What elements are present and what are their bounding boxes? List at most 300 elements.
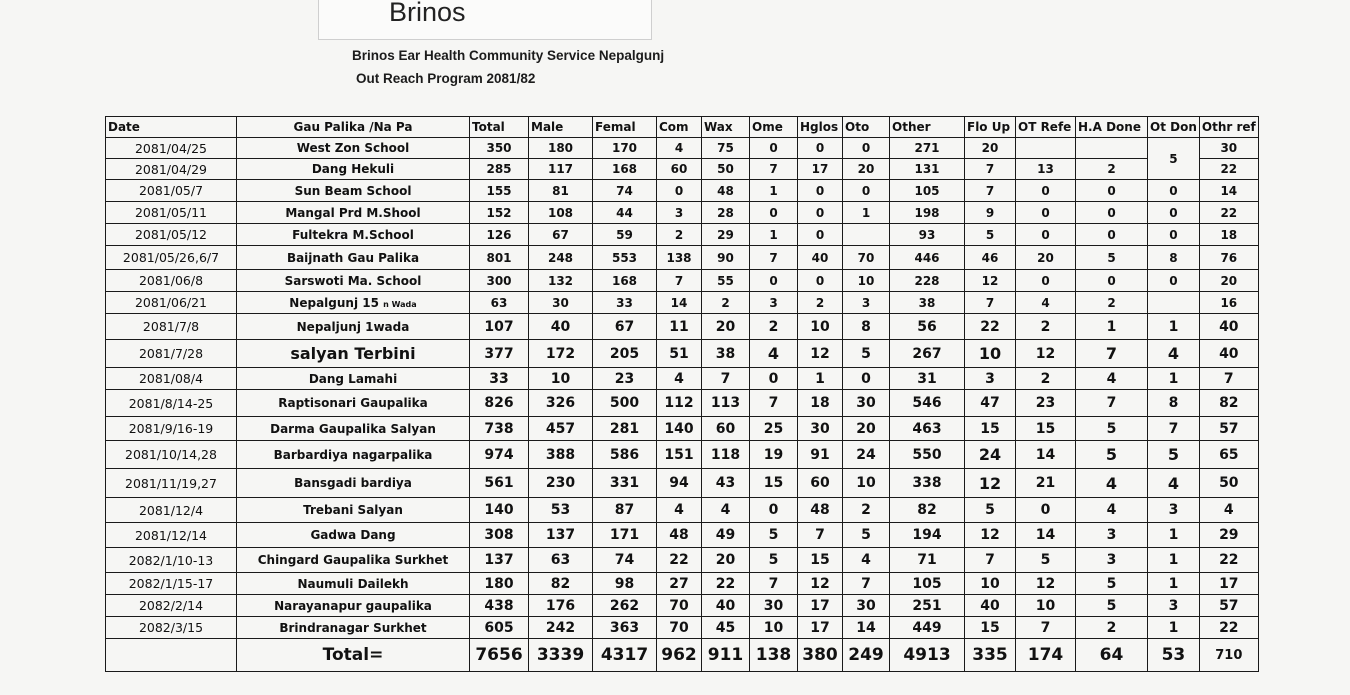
col-header-com: Com xyxy=(657,117,702,138)
cell-othrref: 22 xyxy=(1199,617,1258,639)
col-header-date: Date xyxy=(106,117,237,138)
cell-othrref: 22 xyxy=(1199,202,1258,224)
cell-ome: 30 xyxy=(750,595,798,617)
cell-ome: 19 xyxy=(750,441,798,469)
cell-hadone: 7 xyxy=(1076,340,1148,368)
cell-oto: 20 xyxy=(843,417,890,441)
cell-place: Gadwa Dang xyxy=(237,523,470,548)
table-row xyxy=(106,159,1259,180)
cell-ome: 5 xyxy=(750,548,798,573)
cell-wax: 118 xyxy=(702,441,750,469)
cell-wax: 22 xyxy=(702,573,750,595)
cell-place: Trebani Salyan xyxy=(237,498,470,523)
cell-ome: 0 xyxy=(750,498,798,523)
cell-oto: 24 xyxy=(843,441,890,469)
cell-total: 801 xyxy=(470,246,529,270)
cell-male: 82 xyxy=(529,573,593,595)
cell-wax: 113 xyxy=(702,390,750,417)
cell-oto: 10 xyxy=(843,469,890,498)
cell-male: 326 xyxy=(529,390,593,417)
cell-floup: 22 xyxy=(965,314,1016,340)
cell-hglos: 0 xyxy=(798,224,843,246)
cell-oto: 2 xyxy=(843,498,890,523)
cell-other: 82 xyxy=(890,498,965,523)
table-row xyxy=(106,498,1259,523)
cell-othrref: 65 xyxy=(1199,441,1258,469)
cell-total: 33 xyxy=(470,368,529,390)
cell-floup: 24 xyxy=(965,441,1016,469)
cell-floup: 12 xyxy=(965,270,1016,292)
cell-otdone: 1 xyxy=(1148,368,1200,390)
cell-total: 285 xyxy=(470,159,529,180)
cell-wax: 7 xyxy=(702,368,750,390)
cell-othrref: 57 xyxy=(1199,417,1258,441)
cell-otref: 0 xyxy=(1016,202,1076,224)
cell-wax: 4 xyxy=(702,498,750,523)
cell-otref: 20 xyxy=(1016,246,1076,270)
cell-hglos: 17 xyxy=(798,159,843,180)
table-row xyxy=(106,368,1259,390)
cell-place: Brindranagar Surkhet xyxy=(237,617,470,639)
cell-oto: 5 xyxy=(843,523,890,548)
totals-com: 962 xyxy=(657,639,702,672)
table-row xyxy=(106,523,1259,548)
cell-oto: 0 xyxy=(843,138,890,159)
cell-wax: 55 xyxy=(702,270,750,292)
cell-com: 48 xyxy=(657,523,702,548)
totals-empty-cell xyxy=(106,639,237,672)
cell-ome: 0 xyxy=(750,138,798,159)
cell-date: 2081/04/29 xyxy=(106,159,237,180)
cell-otref: 10 xyxy=(1016,595,1076,617)
cell-date: 2081/12/4 xyxy=(106,498,237,523)
col-header-male: Male xyxy=(529,117,593,138)
cell-femal: 170 xyxy=(593,138,657,159)
cell-otref: 0 xyxy=(1016,224,1076,246)
totals-hglos: 380 xyxy=(798,639,843,672)
cell-hglos: 10 xyxy=(798,314,843,340)
table-row xyxy=(106,180,1259,202)
cell-total: 126 xyxy=(470,224,529,246)
cell-hglos: 60 xyxy=(798,469,843,498)
cell-place: Darma Gaupalika Salyan xyxy=(237,417,470,441)
cell-femal: 98 xyxy=(593,573,657,595)
cell-wax: 20 xyxy=(702,548,750,573)
cell-com: 0 xyxy=(657,180,702,202)
cell-hadone: 3 xyxy=(1076,523,1148,548)
table-row xyxy=(106,270,1259,292)
cell-otdone: 0 xyxy=(1148,270,1200,292)
cell-femal: 23 xyxy=(593,368,657,390)
cell-hadone: 5 xyxy=(1076,417,1148,441)
table-row xyxy=(106,441,1259,469)
cell-otdone xyxy=(1148,292,1200,314)
cell-male: 63 xyxy=(529,548,593,573)
cell-floup: 10 xyxy=(965,340,1016,368)
cell-date: 2081/9/16-19 xyxy=(106,417,237,441)
cell-femal: 500 xyxy=(593,390,657,417)
cell-hadone: 2 xyxy=(1076,292,1148,314)
cell-otdone: 7 xyxy=(1148,417,1200,441)
cell-date: 2081/12/14 xyxy=(106,523,237,548)
cell-othrref: 76 xyxy=(1199,246,1258,270)
cell-hadone: 3 xyxy=(1076,548,1148,573)
cell-othrref: 40 xyxy=(1199,314,1258,340)
cell-femal: 74 xyxy=(593,180,657,202)
cell-male: 242 xyxy=(529,617,593,639)
cell-place: Nepaljunj 1wada xyxy=(237,314,470,340)
cell-wax: 40 xyxy=(702,595,750,617)
cell-male: 117 xyxy=(529,159,593,180)
cell-place: Sarswoti Ma. School xyxy=(237,270,470,292)
cell-com: 140 xyxy=(657,417,702,441)
cell-date: 2081/10/14,28 xyxy=(106,441,237,469)
cell-otref: 7 xyxy=(1016,617,1076,639)
cell-otref: 21 xyxy=(1016,469,1076,498)
col-header-floup: Flo Up xyxy=(965,117,1016,138)
cell-other: 105 xyxy=(890,573,965,595)
cell-otref: 15 xyxy=(1016,417,1076,441)
table-row xyxy=(106,292,1259,314)
cell-total: 974 xyxy=(470,441,529,469)
cell-femal: 331 xyxy=(593,469,657,498)
cell-other: 194 xyxy=(890,523,965,548)
cell-date: 2081/06/8 xyxy=(106,270,237,292)
cell-total: 438 xyxy=(470,595,529,617)
totals-male: 3339 xyxy=(529,639,593,672)
table-row xyxy=(106,417,1259,441)
cell-other: 228 xyxy=(890,270,965,292)
cell-date: 2081/05/11 xyxy=(106,202,237,224)
cell-femal: 59 xyxy=(593,224,657,246)
cell-other: 198 xyxy=(890,202,965,224)
cell-otdone: 3 xyxy=(1148,595,1200,617)
cell-wax: 28 xyxy=(702,202,750,224)
cell-hglos: 30 xyxy=(798,417,843,441)
cell-com: 60 xyxy=(657,159,702,180)
cell-wax: 60 xyxy=(702,417,750,441)
cell-other: 105 xyxy=(890,180,965,202)
cell-ome: 0 xyxy=(750,270,798,292)
cell-ome: 1 xyxy=(750,224,798,246)
cell-date: 2082/3/15 xyxy=(106,617,237,639)
totals-otdone: 53 xyxy=(1148,639,1200,672)
cell-wax: 43 xyxy=(702,469,750,498)
cell-date: 2081/05/26,6/7 xyxy=(106,246,237,270)
cell-date: 2081/04/25 xyxy=(106,138,237,159)
cell-place xyxy=(237,292,470,314)
table-row xyxy=(106,469,1259,498)
table-row xyxy=(106,202,1259,224)
cell-total: 350 xyxy=(470,138,529,159)
cell-place: Naumuli Dailekh xyxy=(237,573,470,595)
cell-oto: 20 xyxy=(843,159,890,180)
cell-other: 271 xyxy=(890,138,965,159)
cell-date: 2081/11/19,27 xyxy=(106,469,237,498)
cell-com: 4 xyxy=(657,368,702,390)
cell-hglos: 0 xyxy=(798,138,843,159)
cell-hadone: 7 xyxy=(1076,390,1148,417)
cell-total: 308 xyxy=(470,523,529,548)
cell-ome: 4 xyxy=(750,340,798,368)
cell-date: 2081/05/12 xyxy=(106,224,237,246)
cell-com: 7 xyxy=(657,270,702,292)
cell-hadone: 5 xyxy=(1076,246,1148,270)
cell-floup: 40 xyxy=(965,595,1016,617)
table-row xyxy=(106,390,1259,417)
cell-male: 230 xyxy=(529,469,593,498)
cell-hglos: 18 xyxy=(798,390,843,417)
cell-othrref: 18 xyxy=(1199,224,1258,246)
cell-other: 56 xyxy=(890,314,965,340)
cell-other: 71 xyxy=(890,548,965,573)
cell-othrref: 22 xyxy=(1199,548,1258,573)
cell-othrref: 40 xyxy=(1199,340,1258,368)
cell-male: 53 xyxy=(529,498,593,523)
cell-com: 14 xyxy=(657,292,702,314)
cell-ome: 7 xyxy=(750,573,798,595)
cell-hadone: 5 xyxy=(1076,441,1148,469)
cell-total: 300 xyxy=(470,270,529,292)
cell-com: 4 xyxy=(657,138,702,159)
cell-floup: 20 xyxy=(965,138,1016,159)
cell-place: Bansgadi bardiya xyxy=(237,469,470,498)
cell-hadone: 0 xyxy=(1076,202,1148,224)
cell-place: Mangal Prd M.Shool xyxy=(237,202,470,224)
cell-otdone: 0 xyxy=(1148,180,1200,202)
cell-ome: 7 xyxy=(750,159,798,180)
cell-com: 22 xyxy=(657,548,702,573)
totals-total: 7656 xyxy=(470,639,529,672)
cell-ome: 2 xyxy=(750,314,798,340)
cell-male: 137 xyxy=(529,523,593,548)
cell-other: 267 xyxy=(890,340,965,368)
cell-otdone: 1 xyxy=(1148,523,1200,548)
cell-femal: 168 xyxy=(593,270,657,292)
cell-other: 446 xyxy=(890,246,965,270)
cell-femal: 553 xyxy=(593,246,657,270)
cell-other: 251 xyxy=(890,595,965,617)
cell-wax: 50 xyxy=(702,159,750,180)
table-row xyxy=(106,595,1259,617)
cell-ome: 7 xyxy=(750,246,798,270)
cell-male: 30 xyxy=(529,292,593,314)
table-row xyxy=(106,548,1259,573)
cell-oto: 1 xyxy=(843,202,890,224)
cell-otref: 13 xyxy=(1016,159,1076,180)
cell-com: 3 xyxy=(657,202,702,224)
cell-othrref: 29 xyxy=(1199,523,1258,548)
col-header-hglos: Hglos xyxy=(798,117,843,138)
cell-com: 11 xyxy=(657,314,702,340)
cell-hadone: 4 xyxy=(1076,469,1148,498)
totals-other: 4913 xyxy=(890,639,965,672)
table-row xyxy=(106,573,1259,595)
totals-femal: 4317 xyxy=(593,639,657,672)
place-name: Nepalgunj 15 xyxy=(289,295,379,310)
report-body xyxy=(106,138,1259,639)
cell-total: 152 xyxy=(470,202,529,224)
cell-othrref: 22 xyxy=(1199,159,1258,180)
outreach-report-table xyxy=(105,116,1259,672)
totals-othrref: 710 xyxy=(1199,639,1258,672)
cell-oto: 14 xyxy=(843,617,890,639)
cell-total: 107 xyxy=(470,314,529,340)
cell-otref: 2 xyxy=(1016,368,1076,390)
col-header-oto: Oto xyxy=(843,117,890,138)
cell-ome: 0 xyxy=(750,202,798,224)
cell-floup: 46 xyxy=(965,246,1016,270)
cell-total: 377 xyxy=(470,340,529,368)
totals-wax: 911 xyxy=(702,639,750,672)
cell-hglos: 7 xyxy=(798,523,843,548)
cell-femal: 33 xyxy=(593,292,657,314)
cell-hglos: 17 xyxy=(798,617,843,639)
cell-floup: 10 xyxy=(965,573,1016,595)
cell-date: 2082/2/14 xyxy=(106,595,237,617)
cell-otref: 0 xyxy=(1016,498,1076,523)
cell-otdone: 3 xyxy=(1148,498,1200,523)
cell-femal: 67 xyxy=(593,314,657,340)
cell-otdone: 1 xyxy=(1148,573,1200,595)
cell-femal: 87 xyxy=(593,498,657,523)
table-row xyxy=(106,138,1259,159)
cell-place: Fultekra M.School xyxy=(237,224,470,246)
cell-date: 2081/7/28 xyxy=(106,340,237,368)
cell-place: West Zon School xyxy=(237,138,470,159)
cell-male: 172 xyxy=(529,340,593,368)
cell-otref: 0 xyxy=(1016,180,1076,202)
cell-place: Sun Beam School xyxy=(237,180,470,202)
cell-place: Dang Lamahi xyxy=(237,368,470,390)
cell-date: 2082/1/10-13 xyxy=(106,548,237,573)
cell-total: 738 xyxy=(470,417,529,441)
cell-hadone: 2 xyxy=(1076,617,1148,639)
cell-oto: 30 xyxy=(843,390,890,417)
cell-othrref: 7 xyxy=(1199,368,1258,390)
cell-floup: 5 xyxy=(965,224,1016,246)
cell-floup: 47 xyxy=(965,390,1016,417)
cell-com: 151 xyxy=(657,441,702,469)
cell-otref: 4 xyxy=(1016,292,1076,314)
cell-hglos: 15 xyxy=(798,548,843,573)
program-title: Out Reach Program 2081/82 xyxy=(356,71,536,86)
cell-oto: 3 xyxy=(843,292,890,314)
col-header-othrref: Othr ref xyxy=(1199,117,1258,138)
cell-ome: 1 xyxy=(750,180,798,202)
cell-floup: 7 xyxy=(965,159,1016,180)
cell-wax: 38 xyxy=(702,340,750,368)
cell-otref: 12 xyxy=(1016,573,1076,595)
cell-other: 546 xyxy=(890,390,965,417)
table-row xyxy=(106,246,1259,270)
table-row xyxy=(106,340,1259,368)
cell-hadone: 4 xyxy=(1076,368,1148,390)
cell-wax: 48 xyxy=(702,180,750,202)
cell-other: 38 xyxy=(890,292,965,314)
cell-com: 2 xyxy=(657,224,702,246)
cell-hglos: 0 xyxy=(798,202,843,224)
cell-place: Barbardiya nagarpalika xyxy=(237,441,470,469)
totals-hadone: 64 xyxy=(1076,639,1148,672)
cell-femal: 363 xyxy=(593,617,657,639)
cell-wax: 49 xyxy=(702,523,750,548)
cell-otdone: 0 xyxy=(1148,202,1200,224)
cell-othrref: 16 xyxy=(1199,292,1258,314)
cell-hadone: 0 xyxy=(1076,270,1148,292)
cell-hglos: 2 xyxy=(798,292,843,314)
cell-oto: 0 xyxy=(843,368,890,390)
cell-othrref: 50 xyxy=(1199,469,1258,498)
cell-femal: 171 xyxy=(593,523,657,548)
cell-femal: 586 xyxy=(593,441,657,469)
cell-male: 132 xyxy=(529,270,593,292)
organization-title: Brinos Ear Health Community Service Nepalgunj xyxy=(352,48,665,63)
cell-ome: 25 xyxy=(750,417,798,441)
cell-hglos: 40 xyxy=(798,246,843,270)
cell-oto: 4 xyxy=(843,548,890,573)
cell-femal: 74 xyxy=(593,548,657,573)
cell-other: 131 xyxy=(890,159,965,180)
cell-oto: 30 xyxy=(843,595,890,617)
cell-total: 561 xyxy=(470,469,529,498)
cell-othrref: 14 xyxy=(1199,180,1258,202)
cell-oto: 8 xyxy=(843,314,890,340)
cell-hadone: 2 xyxy=(1076,159,1148,180)
table-row xyxy=(106,314,1259,340)
cell-hadone: 0 xyxy=(1076,180,1148,202)
cell-ome: 10 xyxy=(750,617,798,639)
cell-otdone: 4 xyxy=(1148,469,1200,498)
totals-ome: 138 xyxy=(750,639,798,672)
cell-male: 457 xyxy=(529,417,593,441)
cell-male: 67 xyxy=(529,224,593,246)
cell-hadone: 0 xyxy=(1076,224,1148,246)
cell-floup: 3 xyxy=(965,368,1016,390)
cell-otdone: 8 xyxy=(1148,390,1200,417)
cell-otref: 12 xyxy=(1016,340,1076,368)
cell-com: 4 xyxy=(657,498,702,523)
cell-femal: 281 xyxy=(593,417,657,441)
cell-ome: 15 xyxy=(750,469,798,498)
col-header-wax: Wax xyxy=(702,117,750,138)
cell-otref: 23 xyxy=(1016,390,1076,417)
cell-place: Baijnath Gau Palika xyxy=(237,246,470,270)
totals-label: Total= xyxy=(237,639,470,672)
cell-otref: 2 xyxy=(1016,314,1076,340)
cell-date: 2081/7/8 xyxy=(106,314,237,340)
cell-hadone: 4 xyxy=(1076,498,1148,523)
cell-date: 2082/1/15-17 xyxy=(106,573,237,595)
cell-othrref: 17 xyxy=(1199,573,1258,595)
cell-hglos: 17 xyxy=(798,595,843,617)
brinos-logo xyxy=(318,0,652,40)
cell-oto xyxy=(843,224,890,246)
cell-com: 94 xyxy=(657,469,702,498)
cell-otdone: 4 xyxy=(1148,340,1200,368)
totals-floup: 335 xyxy=(965,639,1016,672)
cell-com: 112 xyxy=(657,390,702,417)
cell-com: 70 xyxy=(657,595,702,617)
cell-place: Raptisonari Gaupalika xyxy=(237,390,470,417)
table-row xyxy=(106,617,1259,639)
cell-date: 2081/06/21 xyxy=(106,292,237,314)
cell-wax: 90 xyxy=(702,246,750,270)
cell-male: 108 xyxy=(529,202,593,224)
cell-othrref: 30 xyxy=(1199,138,1258,159)
cell-otref: 14 xyxy=(1016,523,1076,548)
cell-hadone: 5 xyxy=(1076,595,1148,617)
